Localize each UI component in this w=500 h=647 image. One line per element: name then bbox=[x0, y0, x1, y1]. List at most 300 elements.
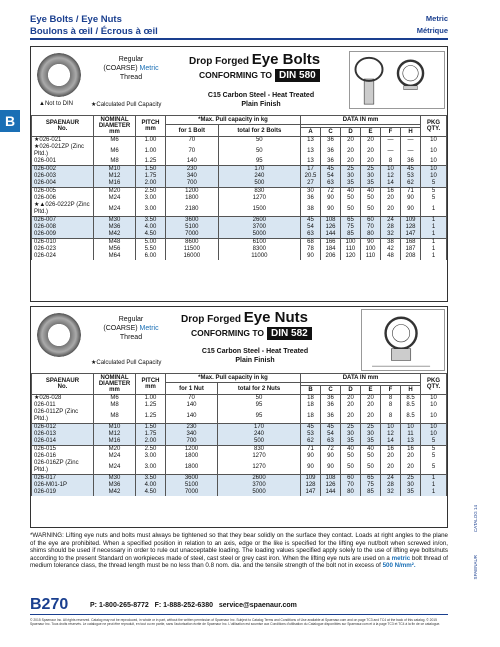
table-cell: 28 bbox=[381, 482, 401, 489]
table-cell: M8 bbox=[94, 402, 136, 409]
table-row bbox=[32, 188, 447, 196]
table-cell: 128 bbox=[301, 482, 321, 489]
table-cell: 30 bbox=[341, 173, 361, 180]
table-cell: 5 bbox=[421, 460, 447, 475]
table-row bbox=[32, 460, 447, 475]
table-cell: 90 bbox=[321, 202, 341, 217]
part-number: 026-012 bbox=[32, 424, 94, 432]
table-row bbox=[32, 195, 447, 202]
table-cell: 54 bbox=[301, 224, 321, 231]
table-row bbox=[32, 217, 447, 225]
contact-info bbox=[90, 602, 297, 609]
table-cell: 1 bbox=[421, 224, 447, 231]
part-number: 026-016 bbox=[32, 453, 94, 460]
table-cell: — bbox=[401, 137, 421, 145]
table-cell: 5 bbox=[421, 188, 447, 196]
table-cell: 30 bbox=[361, 431, 381, 438]
table-cell: 126 bbox=[321, 224, 341, 231]
table-cell: M6 bbox=[94, 137, 136, 145]
table-cell: 206 bbox=[321, 253, 341, 260]
table-cell: 5 bbox=[421, 438, 447, 446]
eye-bolt-diagram bbox=[349, 51, 445, 109]
table-cell: 95 bbox=[218, 158, 300, 166]
table-row bbox=[32, 144, 447, 158]
table-cell: 2.00 bbox=[136, 438, 166, 446]
table-cell: M42 bbox=[94, 489, 136, 496]
column-header: F bbox=[381, 128, 401, 137]
table-cell: 166 bbox=[321, 239, 341, 247]
table-cell: 17 bbox=[301, 166, 321, 174]
table-cell: M8 bbox=[94, 409, 136, 424]
table-cell: 10 bbox=[381, 166, 401, 174]
table-cell: 2.00 bbox=[136, 180, 166, 188]
table-cell: M12 bbox=[94, 431, 136, 438]
nut-calc-pull-note: ★Calculated Pull Capacity bbox=[91, 360, 162, 366]
table-cell: 3600 bbox=[166, 217, 219, 225]
table-cell: 36 bbox=[301, 195, 321, 202]
table-row bbox=[32, 453, 447, 460]
table-cell: 54 bbox=[321, 173, 341, 180]
table-cell: 63 bbox=[301, 231, 321, 239]
table-row bbox=[32, 395, 447, 403]
table-cell: 1 bbox=[421, 475, 447, 483]
column-header: D bbox=[341, 386, 361, 395]
table-cell: 1.00 bbox=[136, 395, 166, 403]
table-cell: — bbox=[381, 137, 401, 145]
table-cell: 50 bbox=[361, 453, 381, 460]
table-cell: 25 bbox=[361, 424, 381, 432]
table-cell: 110 bbox=[361, 253, 381, 260]
table-cell: 30 bbox=[401, 482, 421, 489]
table-cell: 20 bbox=[341, 409, 361, 424]
table-cell: 60 bbox=[341, 475, 361, 483]
table-cell: 78 bbox=[301, 246, 321, 253]
table-cell: 240 bbox=[218, 431, 301, 438]
table-cell: 10 bbox=[421, 431, 447, 438]
part-number: 026-023 bbox=[32, 246, 94, 253]
table-row bbox=[32, 409, 447, 424]
table-cell: 90 bbox=[301, 453, 321, 460]
table-cell: M20 bbox=[94, 188, 136, 196]
table-cell: 16 bbox=[381, 188, 401, 196]
footer-rule bbox=[30, 614, 448, 615]
table-cell: 24 bbox=[381, 217, 401, 225]
table-cell: 45 bbox=[401, 166, 421, 174]
table-cell: 110 bbox=[341, 246, 361, 253]
table-row bbox=[32, 137, 447, 145]
table-cell: 1 bbox=[421, 482, 447, 489]
table-cell: 72 bbox=[321, 446, 341, 454]
table-cell: — bbox=[381, 144, 401, 158]
section-tab: B bbox=[0, 110, 20, 132]
part-number: 026-013 bbox=[32, 431, 94, 438]
table-cell: 95 bbox=[218, 402, 301, 409]
table-cell: M36 bbox=[94, 224, 136, 231]
table-cell: 35 bbox=[341, 438, 361, 446]
table-cell: 3.00 bbox=[136, 202, 166, 217]
part-number: 026-024 bbox=[32, 253, 94, 260]
table-cell: 700 bbox=[166, 180, 219, 188]
table-cell: 2600 bbox=[218, 475, 301, 483]
part-number: ★026-021ZP (Zinc Pltd.) bbox=[32, 144, 94, 158]
table-cell: 240 bbox=[218, 173, 300, 180]
table-cell: M24 bbox=[94, 202, 136, 217]
table-cell: 40 bbox=[341, 188, 361, 196]
table-cell: 60 bbox=[361, 217, 381, 225]
table-cell: 1200 bbox=[166, 188, 219, 196]
table-cell: 1800 bbox=[166, 453, 218, 460]
table-cell: 35 bbox=[401, 489, 421, 496]
column-header: C bbox=[321, 128, 341, 137]
table-cell: 13 bbox=[301, 144, 321, 158]
table-cell: 45 bbox=[321, 424, 341, 432]
table-cell: 230 bbox=[166, 424, 218, 432]
part-number: 026-002 bbox=[32, 166, 94, 174]
table-cell: 5100 bbox=[166, 482, 218, 489]
table-cell: 25 bbox=[341, 424, 361, 432]
table-cell: 1.00 bbox=[136, 137, 166, 145]
table-cell: 36 bbox=[401, 158, 421, 166]
part-number: 026-011ZP (Zinc Pltd.) bbox=[32, 409, 94, 424]
column-header: H bbox=[401, 386, 421, 395]
table-cell: M6 bbox=[94, 144, 136, 158]
table-cell: 53 bbox=[301, 431, 321, 438]
table-cell: 71 bbox=[401, 188, 421, 196]
table-cell: 6.00 bbox=[136, 253, 166, 260]
table-cell: 36 bbox=[321, 137, 341, 145]
table-cell: 1500 bbox=[218, 202, 300, 217]
table-cell: 35 bbox=[361, 438, 381, 446]
table-row bbox=[32, 158, 447, 166]
eye-bolt-image bbox=[37, 53, 81, 97]
table-cell: 70 bbox=[341, 482, 361, 489]
table-cell: 72 bbox=[321, 188, 341, 196]
part-number: ★▲026-0222P (Zinc Pltd.) bbox=[32, 202, 94, 217]
table-cell: 140 bbox=[166, 158, 219, 166]
table-cell: 32 bbox=[381, 489, 401, 496]
table-cell: 20 bbox=[361, 402, 381, 409]
table-cell: 40 bbox=[361, 446, 381, 454]
table-cell: M16 bbox=[94, 180, 136, 188]
table-cell: 3700 bbox=[218, 224, 300, 231]
table-cell: 1 bbox=[421, 246, 447, 253]
table-cell: 1.50 bbox=[136, 166, 166, 174]
table-cell: 1 bbox=[421, 202, 447, 217]
table-cell: 147 bbox=[301, 489, 321, 496]
table-cell: 30 bbox=[341, 431, 361, 438]
column-header: H bbox=[401, 128, 421, 137]
table-cell: 70 bbox=[166, 395, 218, 403]
table-cell: 3.00 bbox=[136, 195, 166, 202]
table-cell: 1270 bbox=[218, 453, 301, 460]
table-cell: 50 bbox=[218, 144, 300, 158]
table-cell: 85 bbox=[341, 231, 361, 239]
table-cell: 75 bbox=[341, 224, 361, 231]
table-cell: 20 bbox=[341, 137, 361, 145]
table-cell: 20 bbox=[341, 402, 361, 409]
table-cell: 10 bbox=[421, 409, 447, 424]
table-row bbox=[32, 202, 447, 217]
table-row bbox=[32, 424, 447, 432]
table-cell: 12 bbox=[381, 173, 401, 180]
table-cell: 5 bbox=[421, 446, 447, 454]
table-cell: 13 bbox=[401, 438, 421, 446]
table-cell: M10 bbox=[94, 424, 136, 432]
table-cell: 70 bbox=[361, 224, 381, 231]
table-row bbox=[32, 253, 447, 260]
table-cell: 11500 bbox=[166, 246, 219, 253]
table-cell: 18 bbox=[301, 402, 321, 409]
table-cell: M20 bbox=[94, 446, 136, 454]
table-cell: 20 bbox=[381, 195, 401, 202]
part-number: 026-M01-1P bbox=[32, 482, 94, 489]
table-cell: 53 bbox=[401, 173, 421, 180]
table-cell: 170 bbox=[218, 424, 301, 432]
table-cell: 140 bbox=[166, 409, 218, 424]
table-cell: 140 bbox=[166, 402, 218, 409]
table-cell: 2.50 bbox=[136, 188, 166, 196]
table-cell: 10 bbox=[421, 144, 447, 158]
header-rule bbox=[30, 38, 448, 40]
table-cell: 90 bbox=[401, 202, 421, 217]
table-cell: 70 bbox=[166, 137, 219, 145]
table-cell: 1.25 bbox=[136, 409, 166, 424]
table-cell: M36 bbox=[94, 482, 136, 489]
table-cell: 1.75 bbox=[136, 431, 166, 438]
table-cell: 20 bbox=[401, 453, 421, 460]
eye-nuts-table: SPAENAUR No. NOMINAL DIAMETER mm PITCH mm *Max. Pull capacity in kg DATA IN mm PKG QTY. for 1 Nut total for 2 Nuts B C D E F H ★026-028 M6 1.00 70 50 18 36 20 20 8 8.5 10 026-011 M8 1.25 140 95 18 36 20 20 8 8.5 10 026-011ZP (Zinc Pltd.) M8 1.25 140 95 18 36 20 20 8 8.5 10 026-012 M10 1.50 230 170 45 45 25 25 10 10 10 026-013 M12 1.75 340 240 53 54 30 30 12 11 10 026-014 M16 2.00 700 500 62 63 35 35 14 13 5 026-015 M20 2.50 1200 830 71 72 40 40 16 16 5 026-016 M24 3.00 1800 1270 90 90 50 50 20 20 5 026-016ZP (Zinc Pltd.) M24 3.00 1800 1270 90 90 50 50 20 20 5 026-017 M30 3.50 3600 2600 109 108 60 65 24 25 1 026-M01-1P M36 4.00 5100 3700 128 126 70 75 28 30 1 026-019 M42 4.50 7000 5000 147 144 80 85 32 35 1 bbox=[31, 373, 447, 496]
eye-bolts-table: SPAENAUR No. NOMINAL DIAMETER mm PITCH mm *Max. Pull capacity in kg DATA IN mm PKG QTY. for 1 Bolt total for 2 Bolts A C D E F H ★026-021 M6 1.00 70 50 13 36 20 20 — — 10 ★026-021ZP (Zinc Pltd.) M6 1.00 70 50 13 36 20 20 — — 10 026-001 M8 1.25 140 95 13 36 20 20 8 36 10 026-002 M10 1.50 230 170 17 45 25 25 10 45 10 026-003 M12 1.75 340 240 20.5 54 30 30 12 53 10 026-004 M16 2.00 700 500 27 63 35 35 14 62 5 026-005 M20 2.50 1200 830 30 72 40 40 16 71 5 026-006 M24 3.00 1800 1270 36 90 50 50 20 90 5 ★▲026-0222P (Zinc Pltd.) M24 3.00 2180 1500 38 90 50 50 20 90 1 026-007 M30 3.50 3600 2600 45 108 65 60 24 109 1 026-008 M36 4.00 5100 3700 54 126 75 70 28 128 1 026-009 M42 4.50 7000 5000 63 144 85 80 32 147 1 026-010 M48 5.00 8600 6100 68 166 100 90 38 168 1 026-023 M56 5.50 11500 8300 78 184 110 100 42 187 1 026-024 M64 6.00 16000 11000 90 206 120 110 48 208 1 bbox=[31, 115, 447, 260]
table-cell: 8 bbox=[381, 409, 401, 424]
table-cell: 10 bbox=[421, 158, 447, 166]
table-cell: 8 bbox=[381, 158, 401, 166]
table-row bbox=[32, 402, 447, 409]
table-cell: 30 bbox=[301, 188, 321, 196]
thread-type: Regular (COARSE) Metric Thread bbox=[103, 56, 159, 81]
page-title-fr: Boulons à œil / Écrous à œil Métrique bbox=[30, 26, 448, 37]
table-cell: 1.50 bbox=[136, 424, 166, 432]
bolts-material: C15 Carbon Steel - Heat Treated Plain Finish bbox=[207, 92, 315, 108]
table-cell: 108 bbox=[321, 475, 341, 483]
eye-nut-diagram bbox=[361, 309, 445, 371]
table-cell: 20 bbox=[341, 158, 361, 166]
table-cell: 54 bbox=[321, 431, 341, 438]
table-cell: 208 bbox=[401, 253, 421, 260]
table-cell: 20 bbox=[381, 453, 401, 460]
table-cell: 50 bbox=[218, 137, 300, 145]
column-header: E bbox=[361, 386, 381, 395]
fax: F: 1-888-252-6380 bbox=[154, 602, 213, 609]
table-cell: 90 bbox=[301, 460, 321, 475]
table-cell: 20 bbox=[361, 409, 381, 424]
table-cell: 10 bbox=[421, 424, 447, 432]
table-cell: 8.5 bbox=[401, 395, 421, 403]
phone: P: 1-800-265-8772 bbox=[90, 602, 149, 609]
table-cell: 50 bbox=[341, 195, 361, 202]
table-row bbox=[32, 239, 447, 247]
nuts-title: Drop Forged Eye Nuts bbox=[181, 309, 308, 326]
bolts-title: Drop Forged Eye Bolts bbox=[189, 51, 321, 68]
table-cell: 65 bbox=[361, 475, 381, 483]
table-cell: 1270 bbox=[218, 195, 300, 202]
table-cell: 20 bbox=[341, 144, 361, 158]
table-cell: 68 bbox=[301, 239, 321, 247]
table-cell: 45 bbox=[301, 217, 321, 225]
table-cell: 20 bbox=[381, 460, 401, 475]
table-cell: 830 bbox=[218, 446, 301, 454]
table-cell: 40 bbox=[361, 188, 381, 196]
table-cell: 1270 bbox=[218, 460, 301, 475]
part-number: 026-006 bbox=[32, 195, 94, 202]
table-cell: 184 bbox=[321, 246, 341, 253]
table-cell: — bbox=[401, 144, 421, 158]
warning-text: *WARNING: Lifting eye nuts and bolts must always be tightened so that they bear solidly on the surface they contact. Loads at right angles to the plane of the eye are prohibited. When a specified position in relation to an axis, edge or the like is specified for the lifting eye nut/bolt when screwed in/on, shims should be used if necessary in order to rule out unacceptable loading. The loading values specified apply solely to the use of lifting eye bolts/nuts according to the present Standard on workpieces made of steel, cast steel or grey cast iron. When the lifting eye nuts are used on a metric bolt thread of medium tolerance class, the thread length must be no less than 0.8 nom. dia. and the tensile strength of the bolt not in excess of 500 N/mm². bbox=[30, 532, 449, 570]
table-cell: 90 bbox=[321, 460, 341, 475]
table-cell: 10 bbox=[401, 424, 421, 432]
table-cell: 90 bbox=[301, 253, 321, 260]
table-cell: 5.50 bbox=[136, 246, 166, 253]
table-cell: 6100 bbox=[218, 239, 300, 247]
table-cell: M12 bbox=[94, 173, 136, 180]
table-cell: 20 bbox=[381, 202, 401, 217]
table-cell: 18 bbox=[301, 395, 321, 403]
table-cell: 8 bbox=[381, 395, 401, 403]
table-cell: 1 bbox=[421, 239, 447, 247]
table-cell: 100 bbox=[341, 239, 361, 247]
table-cell: 7000 bbox=[166, 489, 218, 496]
table-cell: 28 bbox=[381, 224, 401, 231]
table-cell: 50 bbox=[218, 395, 301, 403]
catalog-side-label: CATALOG 14 bbox=[473, 505, 478, 533]
table-cell: 4.00 bbox=[136, 224, 166, 231]
table-cell: 7000 bbox=[166, 231, 219, 239]
bolts-din: CONFORMING TO DIN 580 bbox=[199, 69, 320, 82]
table-cell: 36 bbox=[321, 409, 341, 424]
table-cell: 5.00 bbox=[136, 239, 166, 247]
table-cell: 80 bbox=[361, 231, 381, 239]
table-cell: 3700 bbox=[218, 482, 301, 489]
table-row bbox=[32, 446, 447, 454]
table-cell: 5 bbox=[421, 195, 447, 202]
table-cell: 5100 bbox=[166, 224, 219, 231]
table-cell: 45 bbox=[301, 424, 321, 432]
table-cell: M48 bbox=[94, 239, 136, 247]
table-cell: M30 bbox=[94, 475, 136, 483]
table-cell: 14 bbox=[381, 438, 401, 446]
table-row bbox=[32, 438, 447, 446]
table-cell: M10 bbox=[94, 166, 136, 174]
email-link[interactable]: service@spaenaur.com bbox=[218, 602, 297, 609]
table-cell: 109 bbox=[301, 475, 321, 483]
part-number: 026-014 bbox=[32, 438, 94, 446]
table-cell: 90 bbox=[401, 195, 421, 202]
part-number: 026-019 bbox=[32, 489, 94, 496]
table-cell: 147 bbox=[401, 231, 421, 239]
table-cell: 1200 bbox=[166, 446, 218, 454]
table-cell: 1.25 bbox=[136, 158, 166, 166]
table-cell: 50 bbox=[361, 195, 381, 202]
table-cell: 10 bbox=[421, 395, 447, 403]
part-number: 026-009 bbox=[32, 231, 94, 239]
table-cell: 35 bbox=[361, 180, 381, 188]
table-cell: M64 bbox=[94, 253, 136, 260]
table-cell: 8300 bbox=[218, 246, 300, 253]
table-cell: 5 bbox=[421, 180, 447, 188]
table-cell: 340 bbox=[166, 431, 218, 438]
table-cell: 70 bbox=[166, 144, 219, 158]
table-cell: 1.00 bbox=[136, 144, 166, 158]
part-number: 026-016ZP (Zinc Pltd.) bbox=[32, 460, 94, 475]
table-cell: 24 bbox=[381, 475, 401, 483]
table-cell: 45 bbox=[321, 166, 341, 174]
table-cell: 1 bbox=[421, 253, 447, 260]
table-cell: 8600 bbox=[166, 239, 219, 247]
table-cell: 10 bbox=[381, 424, 401, 432]
table-cell: 3.50 bbox=[136, 217, 166, 225]
table-cell: 20.5 bbox=[301, 173, 321, 180]
table-cell: 4.00 bbox=[136, 482, 166, 489]
table-cell: 25 bbox=[401, 475, 421, 483]
table-row bbox=[32, 173, 447, 180]
table-cell: M24 bbox=[94, 460, 136, 475]
metric-label-fr: Métrique bbox=[416, 26, 448, 35]
part-number: 026-017 bbox=[32, 475, 94, 483]
table-cell: 1800 bbox=[166, 460, 218, 475]
table-cell: M6 bbox=[94, 395, 136, 403]
table-cell: 700 bbox=[166, 438, 218, 446]
table-cell: 90 bbox=[361, 239, 381, 247]
table-cell: 75 bbox=[361, 482, 381, 489]
table-cell: 63 bbox=[321, 438, 341, 446]
table-cell: 10 bbox=[421, 173, 447, 180]
part-number: 026-008 bbox=[32, 224, 94, 231]
table-cell: 20 bbox=[361, 395, 381, 403]
metric-label: Metric bbox=[425, 14, 448, 23]
table-cell: 36 bbox=[321, 144, 341, 158]
column-header: B bbox=[301, 386, 321, 395]
table-cell: 128 bbox=[401, 224, 421, 231]
table-cell: 13 bbox=[301, 137, 321, 145]
table-cell: 3.00 bbox=[136, 453, 166, 460]
table-cell: 36 bbox=[321, 158, 341, 166]
table-cell: 109 bbox=[401, 217, 421, 225]
table-cell: 11 bbox=[401, 431, 421, 438]
table-cell: M8 bbox=[94, 158, 136, 166]
table-cell: 85 bbox=[361, 489, 381, 496]
not-din-note: ▲Not to DIN bbox=[39, 101, 73, 107]
table-cell: 3.00 bbox=[136, 460, 166, 475]
column-header: F bbox=[381, 386, 401, 395]
nuts-material: C15 Carbon Steel - Heat Treated Plain Finish bbox=[201, 348, 309, 364]
table-cell: 5 bbox=[421, 453, 447, 460]
calc-pull-note: ★Calculated Pull Capacity bbox=[91, 102, 162, 108]
table-cell: 32 bbox=[381, 231, 401, 239]
table-cell: 4.50 bbox=[136, 489, 166, 496]
part-number: 026-001 bbox=[32, 158, 94, 166]
table-cell: 10 bbox=[421, 166, 447, 174]
table-cell: 500 bbox=[218, 438, 301, 446]
table-cell: 8 bbox=[381, 402, 401, 409]
part-number: 026-007 bbox=[32, 217, 94, 225]
column-header: A bbox=[301, 128, 321, 137]
column-header: D bbox=[341, 128, 361, 137]
brand-side-label: SPAENAUR bbox=[473, 555, 478, 580]
table-cell: M16 bbox=[94, 438, 136, 446]
eye-nuts-panel bbox=[30, 306, 448, 528]
column-header: C bbox=[321, 386, 341, 395]
table-cell: 65 bbox=[341, 217, 361, 225]
table-cell: 230 bbox=[166, 166, 219, 174]
